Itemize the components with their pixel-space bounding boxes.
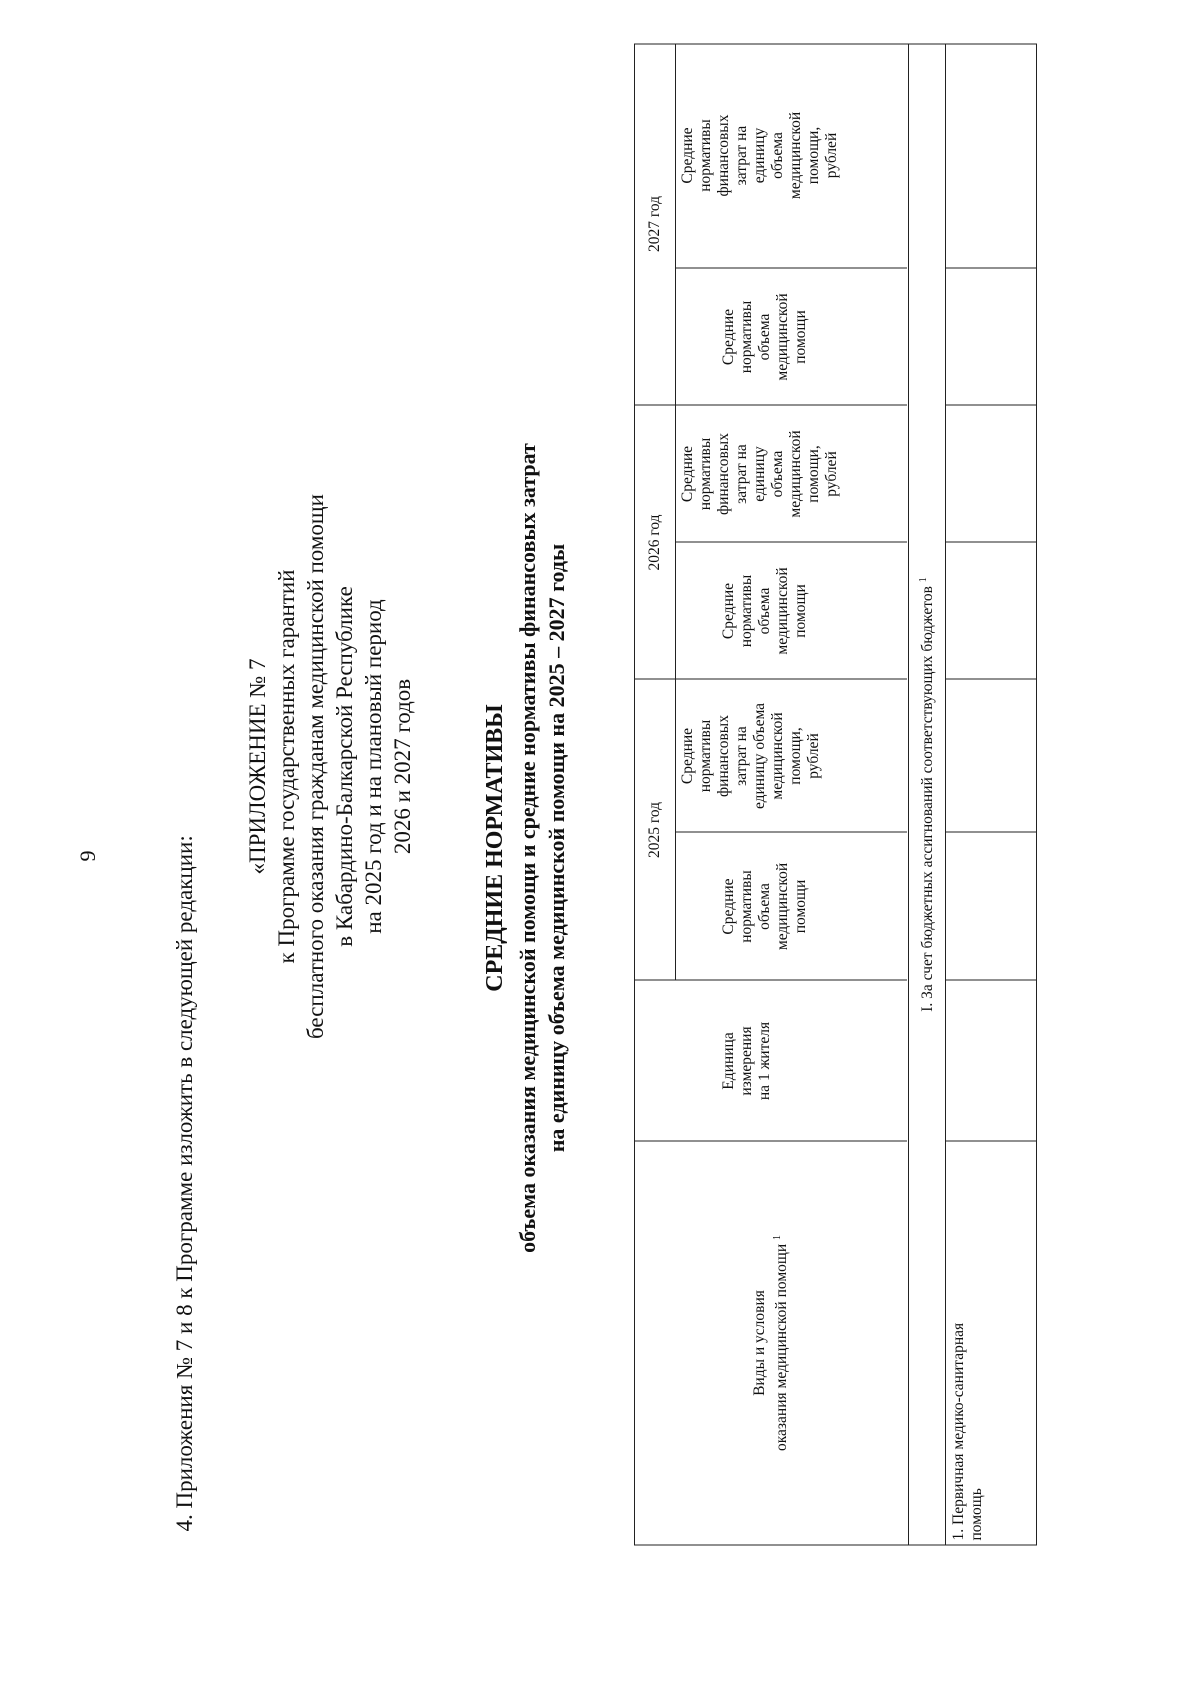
table-grid-line <box>945 45 946 1545</box>
header-text: медицинской <box>774 293 791 381</box>
appendix-line: бесплатного оказания гражданам медицинской помощи <box>303 494 328 1039</box>
header-text: помощи, <box>805 126 822 185</box>
row-label-text: помощь <box>968 1488 985 1541</box>
header-text: медицинской <box>787 111 804 200</box>
header-text: объема <box>756 883 773 930</box>
header-text: единицу объема <box>751 702 768 810</box>
header-cost-2027 <box>675 43 908 269</box>
header-year-2026: 2026 год <box>646 514 663 571</box>
header-year-2025: 2025 год <box>646 801 663 859</box>
appendix-line: к Программе государственных гарантий <box>274 569 299 964</box>
header-cost-2026 <box>675 406 908 543</box>
appendix-line: 2026 и 2027 годов <box>390 678 415 855</box>
row-label-text: 1. Первичная медико-санитарная <box>950 1322 967 1541</box>
header-text: медицинской <box>787 430 804 518</box>
header-unit <box>675 981 908 1142</box>
table-grid-line <box>945 268 1036 269</box>
header-text: финансовых <box>715 433 732 515</box>
header-text: Средние <box>720 308 737 366</box>
header-text: финансовых <box>715 715 732 797</box>
header-text: медицинской <box>774 567 791 655</box>
document-title: СРЕДНИЕ НОРМАТИВЫ <box>482 704 508 992</box>
header-text: рублей <box>823 451 840 497</box>
header-text: рублей <box>823 132 840 179</box>
header-year-2027: 2027 год <box>646 195 663 253</box>
header-text: рублей <box>805 733 822 779</box>
table-grid-line <box>945 1141 1036 1142</box>
document-subtitle-line: на единицу объема медицинской помощи на 2025 – 2027 годы <box>544 543 569 1153</box>
header-text: объема <box>769 450 786 498</box>
header-text: оказания медицинской помощи $^1$ <box>772 1234 791 1452</box>
section-row <box>908 45 945 1545</box>
table-grid-line <box>945 542 1036 543</box>
page-number: 9 <box>75 850 100 862</box>
header-text: нормативы <box>697 719 714 793</box>
appendix-line: в Кабардино-Балкарской Республике <box>332 586 357 947</box>
norms-table <box>634 44 1037 1546</box>
header-text: единицу <box>751 127 768 184</box>
footnote-mark: 1 <box>772 1234 784 1240</box>
header-text: единицу <box>751 446 768 502</box>
header-text: Средние <box>720 582 737 640</box>
header-text: объема <box>769 132 786 179</box>
header-text: Средние <box>679 127 696 184</box>
header-text: нормативы <box>738 574 755 648</box>
header-text: нормативы <box>738 300 755 374</box>
header-text: Средние <box>720 878 737 935</box>
header-types-conditions <box>635 1142 908 1545</box>
header-text: Единица <box>720 1032 737 1090</box>
header-text: объема <box>756 313 773 361</box>
header-text: помощи, <box>787 727 804 785</box>
header-text: измерения <box>738 1026 755 1096</box>
table-grid-line <box>945 405 1036 406</box>
table-grid-line <box>945 980 1036 981</box>
header-text: помощи, <box>805 445 822 503</box>
header-text: помощи <box>792 584 809 638</box>
header-text: нормативы <box>697 119 714 192</box>
document-subtitle-line: объема оказания медицинской помощи и средние нормативы финансовых затрат <box>515 443 540 1253</box>
header-text: помощи <box>792 310 809 364</box>
footnote-mark: 1 <box>918 577 930 583</box>
header-text: Средние <box>679 727 696 785</box>
table-grid-line <box>945 679 1036 680</box>
header-text: затрат на <box>733 726 750 786</box>
header-text: на 1 жителя <box>756 1021 773 1101</box>
header-text: объема <box>756 587 773 635</box>
header-text: нормативы <box>738 870 755 943</box>
header-text: Средние <box>679 445 696 503</box>
header-text: помощи <box>792 879 809 934</box>
header-volume-2027 <box>675 269 908 406</box>
header-text: затрат на <box>733 125 750 186</box>
section-row-text: I. За счет бюджетных ассигнований соответствующих бюджетов $^1$ <box>918 577 937 1012</box>
header-text: финансовых <box>715 114 732 197</box>
appendix-line: на 2025 год и на плановый период <box>361 599 386 934</box>
header-volume-2025 <box>675 833 908 981</box>
table-row-label <box>950 1146 986 1541</box>
appendix-line: «ПРИЛОЖЕНИЕ № 7 <box>245 658 270 875</box>
intro-paragraph: 4. Приложения № 7 и 8 к Программе изложить в следующей редакции: <box>172 835 197 1532</box>
header-text: медицинской <box>769 712 786 800</box>
header-text: Виды и условия <box>751 1290 769 1396</box>
header-volume-2026 <box>675 543 908 680</box>
header-text: нормативы <box>697 437 714 511</box>
header-text: затрат на <box>733 444 750 504</box>
header-text: медицинской <box>774 862 791 951</box>
table-grid-line <box>945 832 1036 833</box>
header-cost-2025 <box>675 680 908 833</box>
